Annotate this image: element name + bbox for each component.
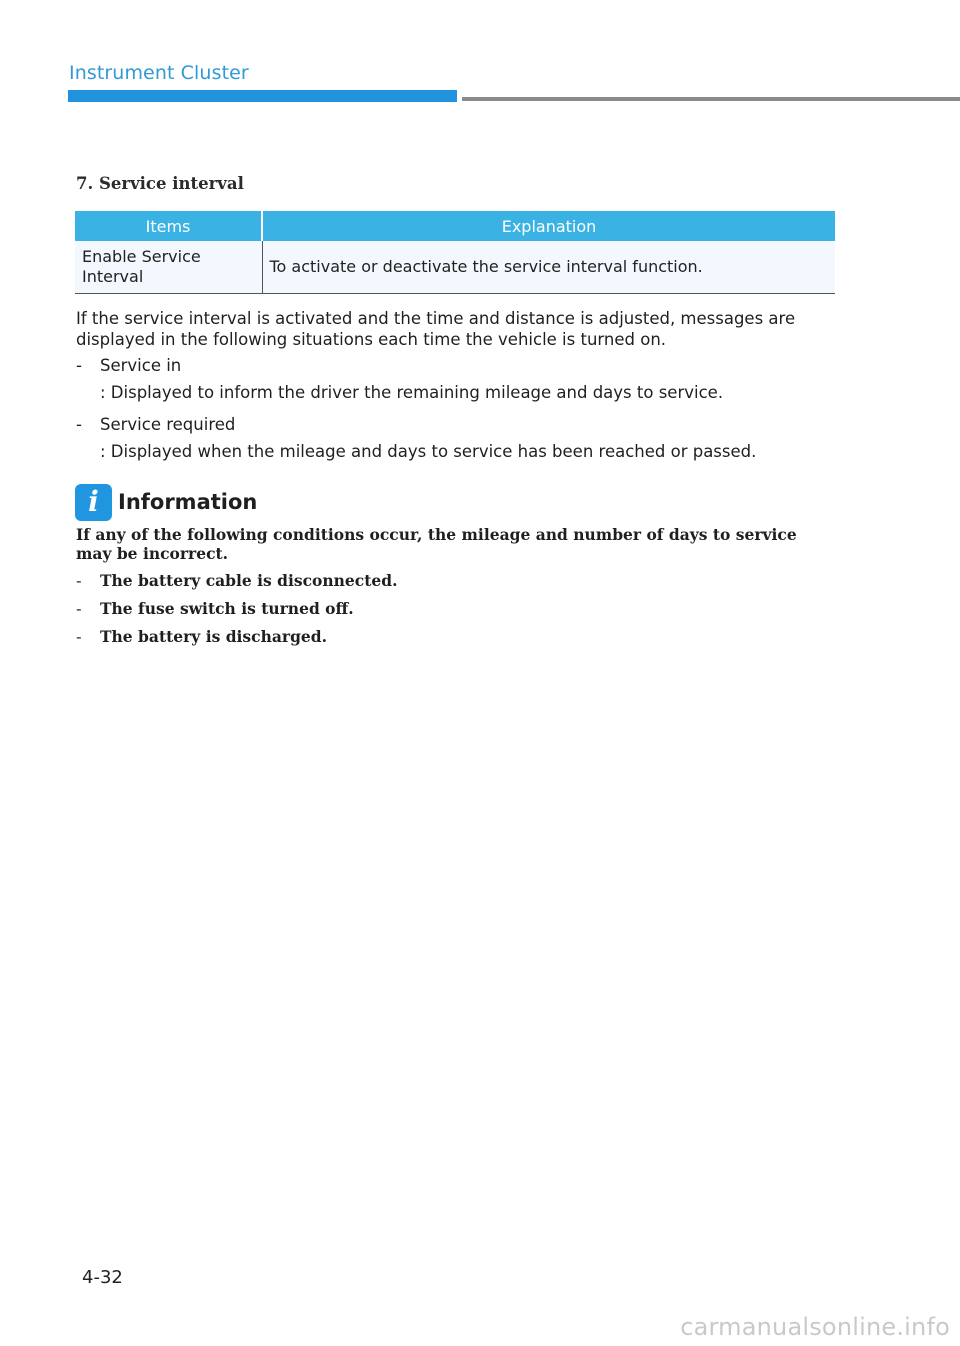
information-title: Information — [118, 490, 258, 514]
header-bar-accent — [68, 90, 457, 102]
list-item-description: : Displayed to inform the driver the remaining mileage and days to service. — [100, 383, 724, 402]
header-title: Instrument Cluster — [69, 62, 249, 84]
list-dash: - — [76, 356, 82, 375]
list-item — [76, 414, 836, 463]
list-dash: - — [76, 628, 82, 646]
list-item — [76, 598, 836, 626]
list-item — [76, 355, 836, 404]
section-title: 7. Service interval — [76, 174, 244, 193]
watermark: carmanualsonline.info — [680, 1313, 950, 1341]
body-paragraph: If the service interval is activated and the time and distance is adjusted, messages are displayed in the following situations each time the vehicle is turned on. — [76, 309, 796, 349]
list-item-description: : Displayed when the mileage and days to service has been reached or passed. — [100, 442, 757, 461]
message-list — [76, 355, 836, 473]
list-item — [76, 626, 836, 654]
list-item — [76, 570, 836, 598]
info-icon: i — [75, 484, 112, 521]
list-item-text: The battery cable is disconnected. — [100, 571, 398, 590]
list-item-text: The fuse switch is turned off. — [100, 599, 354, 618]
header-bar-rule — [462, 97, 960, 101]
table-header-row — [75, 211, 835, 241]
table-cell-explanation: To activate or deactivate the service interval function. — [262, 241, 835, 294]
service-interval-table — [75, 211, 835, 294]
information-heading — [75, 483, 257, 521]
table-header-explanation: Explanation — [262, 211, 835, 241]
list-item-label: Service in — [100, 356, 182, 375]
information-list — [76, 570, 836, 654]
list-dash: - — [76, 600, 82, 618]
table-header-items: Items — [75, 211, 262, 241]
list-item-label: Service required — [100, 415, 236, 434]
table-row — [75, 241, 835, 294]
list-item-text: The battery is discharged. — [100, 627, 328, 646]
list-dash: - — [76, 415, 82, 434]
table-cell-item: Enable Service Interval — [75, 241, 262, 294]
information-text: If any of the following conditions occur, the mileage and number of days to service may be incorrect. — [76, 525, 797, 563]
list-dash: - — [76, 572, 82, 590]
page-number: 4-32 — [82, 1267, 123, 1288]
